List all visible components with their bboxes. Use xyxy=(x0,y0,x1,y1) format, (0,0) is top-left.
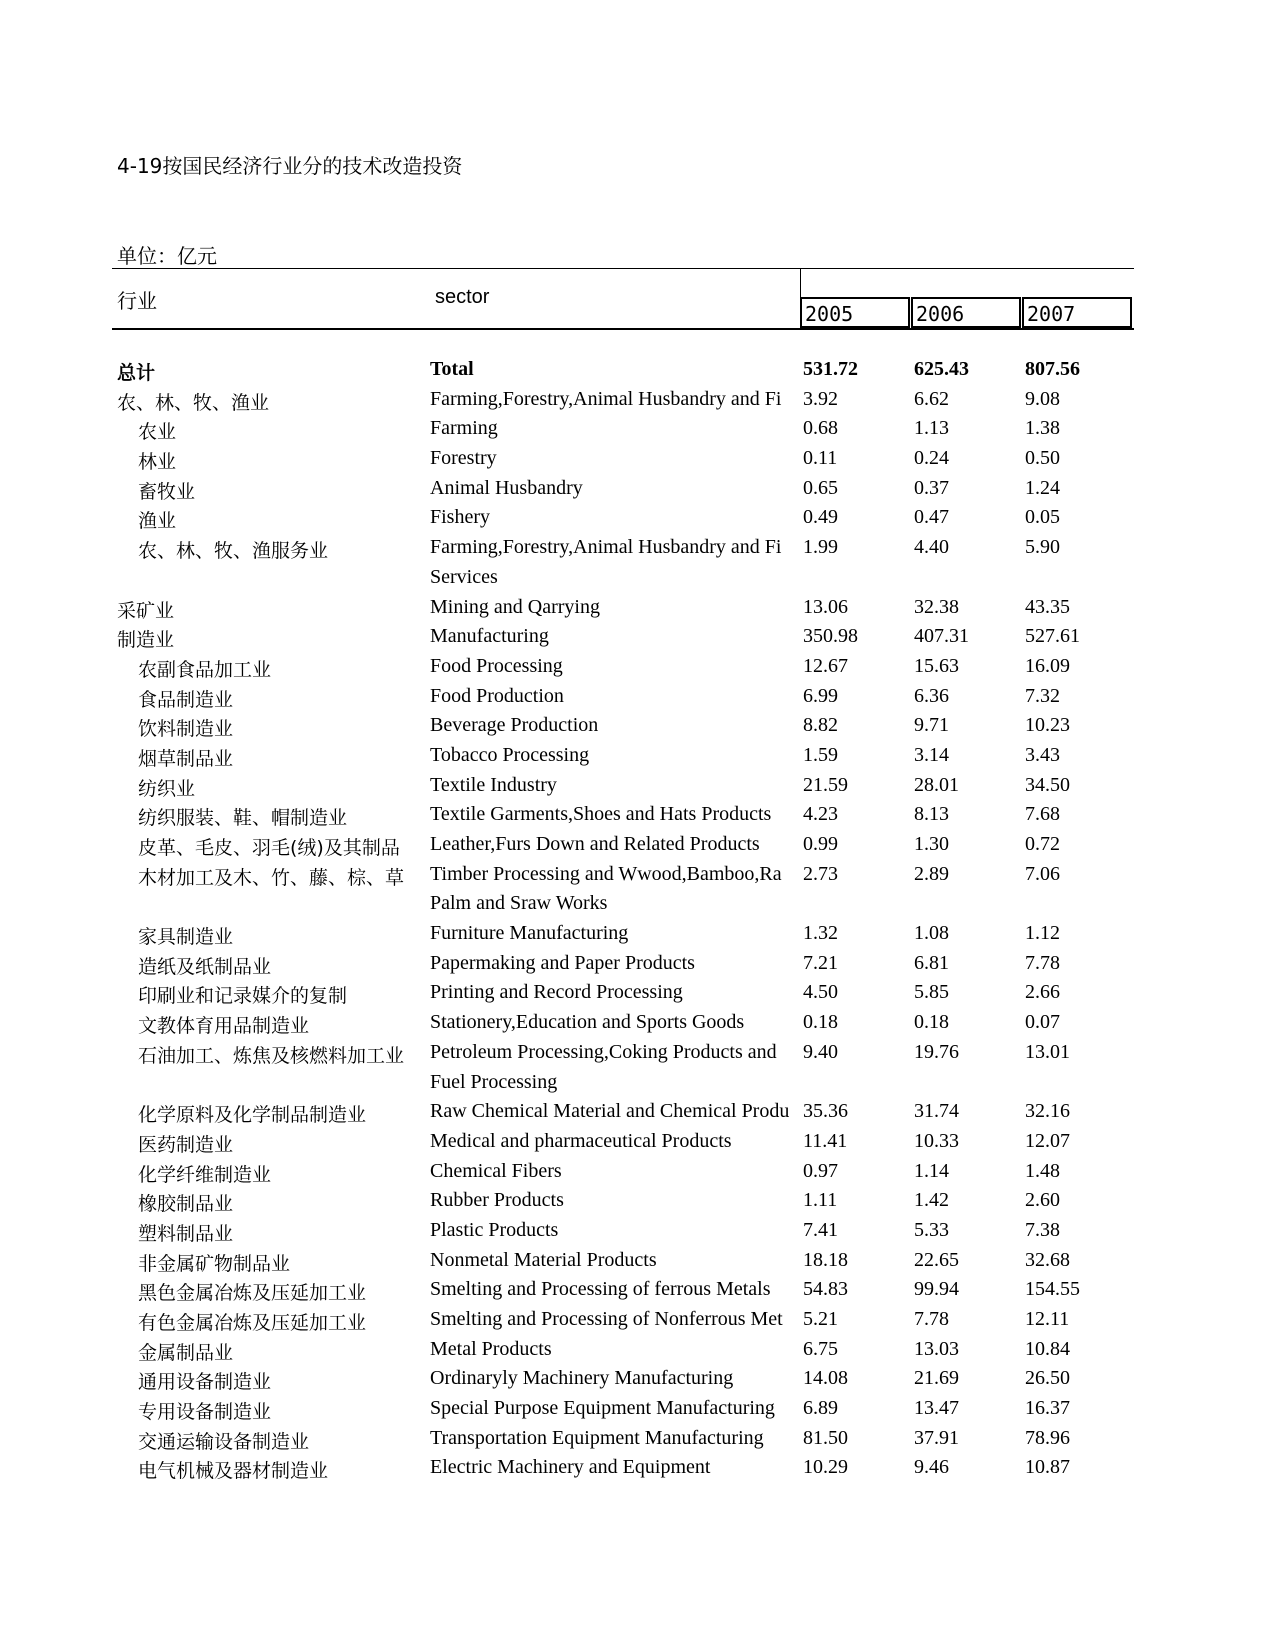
row-value-2006: 1.08 xyxy=(914,922,949,945)
row-value-2006: 19.76 xyxy=(914,1040,959,1063)
row-value-2007: 3.43 xyxy=(1025,743,1060,766)
row-value-2007: 7.06 xyxy=(1025,862,1060,885)
row-value-2006: 1.14 xyxy=(914,1159,949,1182)
row-sector-cn: 农、林、牧、渔服务业 xyxy=(138,540,329,563)
row-value-2007: 78.96 xyxy=(1025,1426,1070,1449)
row-sector-cn: 金属制品业 xyxy=(138,1341,234,1364)
row-value-2007: 2.60 xyxy=(1025,1189,1060,1212)
row-value-2006: 0.18 xyxy=(914,1011,949,1034)
row-value-2005: 1.32 xyxy=(803,922,838,945)
table-row xyxy=(0,477,1275,507)
table-row xyxy=(0,744,1275,774)
row-sector-en: Beverage Production xyxy=(430,714,599,737)
row-value-2007: 2.66 xyxy=(1025,981,1060,1004)
table-row xyxy=(0,1456,1275,1486)
row-sector-cn: 农、林、牧、渔业 xyxy=(117,391,270,414)
table-row xyxy=(0,447,1275,477)
row-value-2007: 43.35 xyxy=(1025,595,1070,618)
row-sector-en: Food Processing xyxy=(430,654,563,677)
row-value-2007: 1.48 xyxy=(1025,1159,1060,1182)
row-sector-en: Manufacturing xyxy=(430,625,549,648)
row-sector-cn: 化学纤维制造业 xyxy=(138,1163,272,1186)
table-row xyxy=(0,774,1275,804)
row-sector-en: Special Purpose Equipment Manufacturing xyxy=(430,1397,775,1420)
row-sector-cn: 交通运输设备制造业 xyxy=(138,1430,310,1453)
row-value-2007: 12.07 xyxy=(1025,1129,1070,1152)
row-value-2006: 3.14 xyxy=(914,743,949,766)
row-sector-cn: 渔业 xyxy=(138,510,177,533)
row-value-2007: 32.16 xyxy=(1025,1100,1070,1123)
row-value-2007: 10.84 xyxy=(1025,1337,1070,1360)
row-sector-cn: 家具制造业 xyxy=(138,926,234,949)
row-sector-en-continued: Palm and Sraw Works xyxy=(430,892,608,915)
row-value-2005: 1.59 xyxy=(803,743,838,766)
row-sector-en: Food Production xyxy=(430,684,564,707)
row-value-2006: 22.65 xyxy=(914,1248,959,1271)
row-sector-en: Transportation Equipment Manufacturing xyxy=(430,1426,764,1449)
table-top-rule xyxy=(112,268,1134,269)
row-value-2006: 9.71 xyxy=(914,714,949,737)
table-row xyxy=(0,1427,1275,1457)
row-sector-en: Fishery xyxy=(430,506,490,529)
row-value-2006: 6.36 xyxy=(914,684,949,707)
row-value-2006: 1.42 xyxy=(914,1189,949,1212)
row-sector-en: Farming,Forestry,Animal Husbandry and Fi xyxy=(430,387,782,410)
row-sector-cn: 造纸及纸制品业 xyxy=(138,955,272,978)
row-value-2005: 81.50 xyxy=(803,1426,848,1449)
row-value-2005: 350.98 xyxy=(803,625,858,648)
row-value-2006: 6.81 xyxy=(914,951,949,974)
row-sector-en: Textile Garments,Shoes and Hats Products xyxy=(430,803,772,826)
table-row xyxy=(0,1160,1275,1190)
row-value-2006: 0.37 xyxy=(914,476,949,499)
row-value-2005: 18.18 xyxy=(803,1248,848,1271)
row-sector-en: Metal Products xyxy=(430,1337,552,1360)
table-row xyxy=(0,1308,1275,1338)
row-value-2006: 21.69 xyxy=(914,1367,959,1390)
table-row xyxy=(0,1367,1275,1397)
table-row xyxy=(0,1189,1275,1219)
row-value-2006: 0.24 xyxy=(914,447,949,470)
row-value-2006: 8.13 xyxy=(914,803,949,826)
row-value-2006: 2.89 xyxy=(914,862,949,885)
row-value-2006: 1.13 xyxy=(914,417,949,440)
row-value-2007: 154.55 xyxy=(1025,1278,1080,1301)
row-value-2005: 0.97 xyxy=(803,1159,838,1182)
row-value-2007: 0.50 xyxy=(1025,447,1060,470)
row-value-2006: 13.47 xyxy=(914,1397,959,1420)
row-sector-cn: 塑料制品业 xyxy=(138,1222,234,1245)
row-value-2007: 1.12 xyxy=(1025,922,1060,945)
row-value-2006: 13.03 xyxy=(914,1337,959,1360)
row-value-2005: 14.08 xyxy=(803,1367,848,1390)
row-sector-en: Textile Industry xyxy=(430,773,557,796)
row-sector-cn: 林业 xyxy=(138,451,177,474)
row-sector-en-continued: Services xyxy=(430,565,498,588)
page-title: 4-19按国民经济行业分的技术改造投资 xyxy=(117,154,463,178)
table-row xyxy=(0,1278,1275,1308)
year-group-left-rule xyxy=(800,268,801,298)
row-sector-cn: 电气机械及器材制造业 xyxy=(138,1460,329,1483)
row-sector-en: Leather,Furs Down and Related Products xyxy=(430,833,760,856)
table-row xyxy=(0,833,1275,863)
row-value-2005: 6.99 xyxy=(803,684,838,707)
row-sector-cn: 专用设备制造业 xyxy=(138,1401,272,1424)
row-sector-en: Petroleum Processing,Coking Products and xyxy=(430,1040,777,1063)
row-sector-en: Forestry xyxy=(430,447,497,470)
row-value-2005: 4.50 xyxy=(803,981,838,1004)
row-sector-en: Smelting and Processing of Nonferrous Met xyxy=(430,1308,783,1331)
row-sector-cn: 化学原料及化学制品制造业 xyxy=(138,1104,367,1127)
row-value-2006: 32.38 xyxy=(914,595,959,618)
table-row xyxy=(0,1338,1275,1368)
row-value-2007: 16.37 xyxy=(1025,1397,1070,1420)
table-row xyxy=(0,863,1275,922)
row-sector-cn: 印刷业和记录媒介的复制 xyxy=(138,985,348,1008)
table-body xyxy=(0,358,1275,1486)
row-sector-en: Smelting and Processing of ferrous Metals xyxy=(430,1278,771,1301)
row-sector-cn: 橡胶制品业 xyxy=(138,1193,234,1216)
row-value-2006: 4.40 xyxy=(914,536,949,559)
row-sector-cn: 农副食品加工业 xyxy=(138,658,272,681)
row-value-2005: 1.99 xyxy=(803,536,838,559)
table-row xyxy=(0,1100,1275,1130)
row-sector-en-continued: Fuel Processing xyxy=(430,1070,558,1093)
row-sector-en: Total xyxy=(430,358,474,380)
row-value-2005: 1.11 xyxy=(803,1189,838,1212)
row-value-2006: 6.62 xyxy=(914,387,949,410)
row-value-2007: 32.68 xyxy=(1025,1248,1070,1271)
row-sector-cn: 纺织服装、鞋、帽制造业 xyxy=(138,807,348,830)
row-value-2006: 7.78 xyxy=(914,1308,949,1331)
table-row xyxy=(0,1041,1275,1100)
row-value-2006: 28.01 xyxy=(914,773,959,796)
row-sector-en: Farming xyxy=(430,417,498,440)
row-value-2005: 7.41 xyxy=(803,1218,838,1241)
table-row xyxy=(0,1397,1275,1427)
row-value-2007: 7.68 xyxy=(1025,803,1060,826)
row-value-2007: 26.50 xyxy=(1025,1367,1070,1390)
row-value-2005: 6.89 xyxy=(803,1397,838,1420)
table-row xyxy=(0,506,1275,536)
row-value-2005: 0.65 xyxy=(803,476,838,499)
table-row xyxy=(0,536,1275,595)
row-value-2005: 11.41 xyxy=(803,1129,848,1152)
row-sector-cn: 纺织业 xyxy=(138,777,196,800)
row-sector-cn: 木材加工及木、竹、藤、棕、草 xyxy=(138,866,405,889)
row-value-2006: 5.33 xyxy=(914,1218,949,1241)
row-value-2007: 7.38 xyxy=(1025,1218,1060,1241)
row-value-2005: 0.99 xyxy=(803,833,838,856)
header-sector-en: sector xyxy=(435,286,490,308)
row-sector-en: Nonmetal Material Products xyxy=(430,1248,657,1271)
row-sector-cn: 黑色金属冶炼及压延加工业 xyxy=(138,1282,367,1305)
row-value-2007: 7.78 xyxy=(1025,951,1060,974)
row-sector-en: Printing and Record Processing xyxy=(430,981,683,1004)
row-sector-cn: 农业 xyxy=(138,421,177,444)
row-sector-cn: 制造业 xyxy=(117,629,175,652)
row-sector-cn: 烟草制品业 xyxy=(138,747,234,770)
table-row xyxy=(0,388,1275,418)
row-value-2007: 7.32 xyxy=(1025,684,1060,707)
row-value-2005: 35.36 xyxy=(803,1100,848,1123)
row-sector-cn: 食品制造业 xyxy=(138,688,234,711)
row-value-2007: 807.56 xyxy=(1025,358,1080,380)
table-row xyxy=(0,922,1275,952)
row-sector-en: Raw Chemical Material and Chemical Produ xyxy=(430,1100,790,1123)
row-sector-en: Chemical Fibers xyxy=(430,1159,562,1182)
row-value-2006: 0.47 xyxy=(914,506,949,529)
row-value-2005: 0.11 xyxy=(803,447,838,470)
row-value-2005: 6.75 xyxy=(803,1337,838,1360)
row-value-2005: 3.92 xyxy=(803,387,838,410)
row-value-2005: 7.21 xyxy=(803,951,838,974)
row-sector-en: Papermaking and Paper Products xyxy=(430,951,695,974)
row-value-2007: 0.72 xyxy=(1025,833,1060,856)
row-sector-en: Medical and pharmaceutical Products xyxy=(430,1129,732,1152)
row-value-2007: 5.90 xyxy=(1025,536,1060,559)
row-value-2007: 12.11 xyxy=(1025,1308,1070,1331)
row-value-2007: 13.01 xyxy=(1025,1040,1070,1063)
row-value-2007: 1.38 xyxy=(1025,417,1060,440)
row-sector-cn: 非金属矿物制品业 xyxy=(138,1252,291,1275)
header-year-2005: 2005 xyxy=(800,297,910,328)
row-sector-cn: 通用设备制造业 xyxy=(138,1371,272,1394)
row-value-2005: 2.73 xyxy=(803,862,838,885)
row-value-2006: 31.74 xyxy=(914,1100,959,1123)
row-sector-en: Stationery,Education and Sports Goods xyxy=(430,1011,745,1034)
row-sector-en: Plastic Products xyxy=(430,1218,559,1241)
table-row xyxy=(0,655,1275,685)
header-sector-cn: 行业 xyxy=(117,289,157,313)
row-value-2006: 10.33 xyxy=(914,1129,959,1152)
row-sector-en: Tobacco Processing xyxy=(430,743,590,766)
table-row xyxy=(0,714,1275,744)
row-value-2006: 407.31 xyxy=(914,625,969,648)
row-value-2005: 13.06 xyxy=(803,595,848,618)
row-value-2005: 0.18 xyxy=(803,1011,838,1034)
row-value-2005: 5.21 xyxy=(803,1308,838,1331)
row-value-2005: 0.49 xyxy=(803,506,838,529)
table-row xyxy=(0,1249,1275,1279)
header-year-2006: 2006 xyxy=(911,297,1021,328)
row-value-2005: 21.59 xyxy=(803,773,848,796)
table-row xyxy=(0,952,1275,982)
table-row xyxy=(0,981,1275,1011)
row-sector-en: Electric Machinery and Equipment xyxy=(430,1456,711,1479)
row-value-2005: 10.29 xyxy=(803,1456,848,1479)
row-sector-cn: 采矿业 xyxy=(117,599,175,622)
row-sector-en: Animal Husbandry xyxy=(430,476,583,499)
row-sector-cn: 皮革、毛皮、羽毛(绒)及其制品 xyxy=(138,837,400,860)
table-row xyxy=(0,417,1275,447)
table-row xyxy=(0,685,1275,715)
header-year-2007: 2007 xyxy=(1022,297,1132,328)
row-sector-en: Furniture Manufacturing xyxy=(430,922,629,945)
row-value-2007: 1.24 xyxy=(1025,476,1060,499)
row-sector-en: Rubber Products xyxy=(430,1189,564,1212)
row-sector-cn: 畜牧业 xyxy=(138,480,196,503)
row-value-2006: 9.46 xyxy=(914,1456,949,1479)
table-row xyxy=(0,596,1275,626)
unit-label: 单位：亿元 xyxy=(117,244,217,268)
row-sector-cn: 饮料制造业 xyxy=(138,718,234,741)
row-sector-cn: 文教体育用品制造业 xyxy=(138,1015,310,1038)
row-sector-cn: 总计 xyxy=(117,362,156,384)
row-value-2005: 54.83 xyxy=(803,1278,848,1301)
row-value-2007: 527.61 xyxy=(1025,625,1080,648)
row-value-2005: 0.68 xyxy=(803,417,838,440)
row-sector-cn: 石油加工、炼焦及核燃料加工业 xyxy=(138,1044,405,1067)
row-value-2006: 37.91 xyxy=(914,1426,959,1449)
table-row xyxy=(0,803,1275,833)
row-sector-en: Farming,Forestry,Animal Husbandry and Fi xyxy=(430,536,782,559)
row-value-2005: 4.23 xyxy=(803,803,838,826)
table-row xyxy=(0,625,1275,655)
row-value-2007: 10.23 xyxy=(1025,714,1070,737)
row-value-2007: 0.05 xyxy=(1025,506,1060,529)
row-value-2005: 9.40 xyxy=(803,1040,838,1063)
row-sector-cn: 医药制造业 xyxy=(138,1133,234,1156)
row-sector-en: Mining and Qarrying xyxy=(430,595,600,618)
header-bottom-rule xyxy=(112,328,1134,330)
row-value-2007: 10.87 xyxy=(1025,1456,1070,1479)
row-sector-en: Timber Processing and Wwood,Bamboo,Ra xyxy=(430,862,782,885)
table-row xyxy=(0,1130,1275,1160)
table-row xyxy=(0,1219,1275,1249)
row-value-2007: 9.08 xyxy=(1025,387,1060,410)
row-sector-en: Ordinaryly Machinery Manufacturing xyxy=(430,1367,734,1390)
row-value-2006: 99.94 xyxy=(914,1278,959,1301)
row-value-2005: 531.72 xyxy=(803,358,858,380)
row-value-2005: 12.67 xyxy=(803,654,848,677)
row-value-2007: 34.50 xyxy=(1025,773,1070,796)
row-value-2006: 625.43 xyxy=(914,358,969,380)
row-value-2006: 15.63 xyxy=(914,654,959,677)
row-value-2005: 8.82 xyxy=(803,714,838,737)
row-sector-cn: 有色金属冶炼及压延加工业 xyxy=(138,1312,367,1335)
row-value-2007: 16.09 xyxy=(1025,654,1070,677)
row-value-2006: 5.85 xyxy=(914,981,949,1004)
table-row xyxy=(0,358,1275,388)
row-value-2007: 0.07 xyxy=(1025,1011,1060,1034)
row-value-2006: 1.30 xyxy=(914,833,949,856)
table-row xyxy=(0,1011,1275,1041)
